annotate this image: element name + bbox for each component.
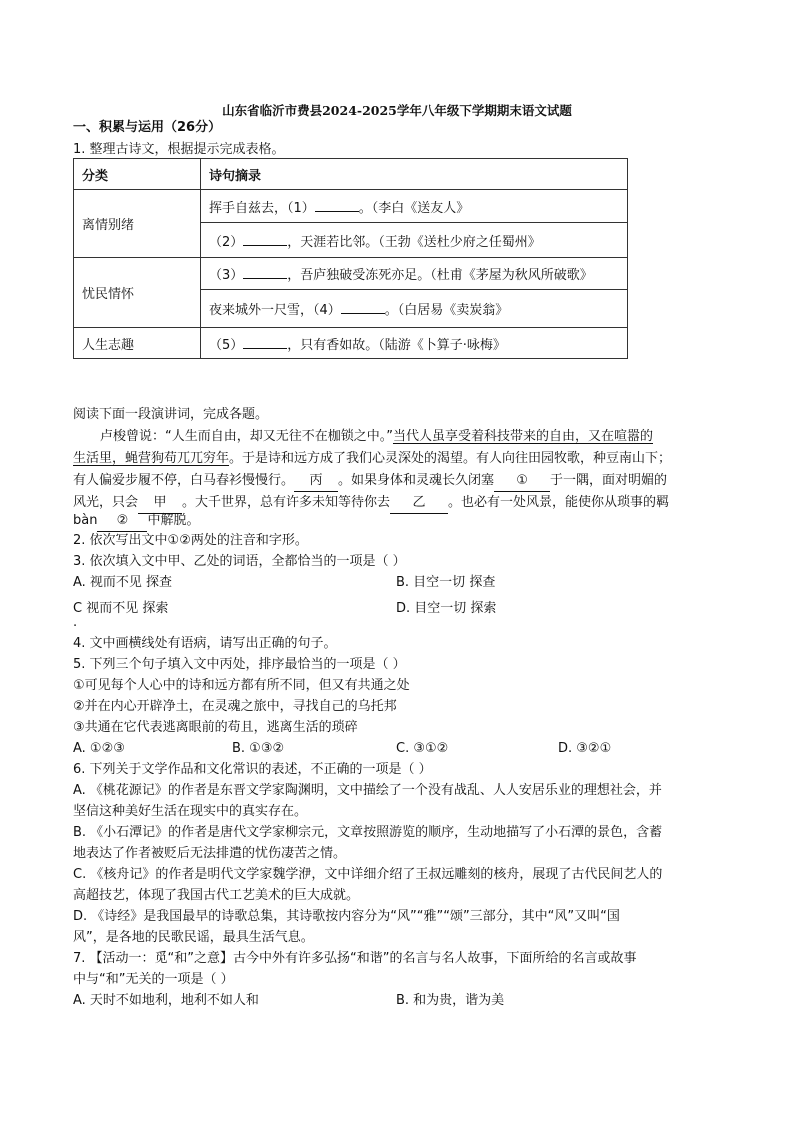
question-3: 3. 依次填入文中甲、乙处的词语，全都恰当的一项是（ ） [73, 554, 406, 569]
option-a[interactable]: A. 视而不见 探查 [73, 575, 173, 590]
option-b[interactable]: B. 目空一切 探查 [396, 575, 496, 590]
poem-text: （2） [209, 234, 244, 250]
passage-line [100, 427, 653, 447]
table-row [74, 190, 628, 223]
option-d-cont: 风”，是各地的民歌民谣，最具生活气息。 [73, 930, 314, 945]
passage-text: 有人偏爱步履不停，白马春衫慢慢行。 [73, 473, 295, 488]
poem-text: （3） [209, 268, 244, 283]
passage-text: 。大千世界，总有许多未知等待你去 [182, 495, 391, 510]
table-row [74, 258, 628, 290]
category-cell: 忧民情怀 [74, 258, 201, 328]
category-cell: 人生志趣 [74, 328, 201, 359]
option-b[interactable]: B. 和为贵，谐为美 [396, 993, 505, 1008]
answer-blank-5[interactable] [243, 334, 287, 349]
header-poem: 诗句摘录 [201, 159, 628, 190]
question-4: 4. 文中画横线处有语病，请写出正确的句子。 [73, 636, 337, 651]
option-c[interactable]: C 视而不见 探索 [73, 601, 169, 616]
poem-cell [201, 290, 628, 328]
table-header-row [74, 159, 628, 190]
passage-text: 卢梭曾说：“人生而自由，却又无往不在枷锁之中。” [100, 429, 393, 444]
poem-text: ，吾庐独破受冻死亦足。（杜甫《茅屋为秋风所破歌》 [287, 268, 593, 283]
section-heading: 一、积累与运用（26分） [73, 120, 222, 135]
category-cell: 离情别绪 [74, 190, 201, 258]
blank-bing[interactable]: 丙 [294, 471, 338, 492]
poem-cell [201, 328, 628, 359]
option-a[interactable]: A. ①②③ [73, 741, 125, 756]
option-a-cont: 坚信这种美好生活在现实中的真实存在。 [73, 804, 308, 819]
passage-text: 。于是诗和远方成了我们心灵深处的渴望。有人向往田园牧歌，种豆南山下； [229, 451, 672, 466]
blank-one[interactable]: ① [494, 471, 550, 492]
passage-line [73, 449, 671, 469]
poem-text: 夜来城外一尺雪，（4） [209, 303, 341, 318]
option-a[interactable]: A. 天时不如地利，地利不如人和 [73, 993, 259, 1008]
answer-blank-1[interactable] [315, 197, 359, 212]
poem-cell [201, 223, 628, 258]
option-d[interactable]: D. ③②① [558, 741, 612, 756]
poem-text: （5） [209, 337, 244, 353]
option-c-cont: 高超技艺，体现了我国古代工艺美术的巨大成就。 [73, 888, 360, 903]
question-7-cont: 中与“和”无关的一项是（ ） [73, 972, 234, 987]
header-category: 分类 [74, 159, 201, 190]
answer-blank-4[interactable] [341, 299, 385, 314]
reading-intro: 阅读下面一段演讲词，完成各题。 [73, 407, 269, 422]
passage-text: 于一隅，面对明媚的 [550, 473, 668, 488]
answer-blank-3[interactable] [243, 264, 287, 279]
poem-text: 。（李白《送友人》 [358, 200, 470, 216]
question-7: 7. 【活动一：觅“和”之意】古今中外有许多弘扬“和谐”的名言与名人故事，下面所给的名言或故事 [73, 951, 637, 966]
option-d[interactable]: D. 目空一切 探索 [396, 601, 497, 616]
table-row [74, 328, 628, 359]
blank-jia[interactable]: 甲 [138, 493, 182, 514]
underlined-sentence: 生活里，蝇营狗苟兀兀穷年 [73, 451, 230, 466]
blank-yi[interactable]: 乙 [390, 493, 448, 514]
passage-line [73, 471, 667, 492]
passage-line [73, 511, 199, 532]
poem-text: 挥手自兹去，（1） [209, 200, 315, 216]
underlined-sentence: 当代人虽享受着科技带来的自由，又在喧嚣的 [392, 429, 653, 444]
poem-cell [201, 190, 628, 223]
option-c[interactable]: C. 《核舟记》的作者是明代文学家魏学洢，文中详细介绍了王叔远雕刻的核舟，展现了古代民间艺人的 [73, 867, 663, 882]
option-a[interactable]: A. 《桃花源记》的作者是东晋文学家陶渊明，文中描绘了一个没有战乱、人人安居乐业的理想社会，并 [73, 783, 662, 798]
passage-text: 。如果身体和灵魂长久闭塞 [338, 473, 495, 488]
pinyin-text: bàn [73, 513, 98, 528]
poem-text: ，天涯若比邻。（王勃《送杜少府之任蜀州》 [287, 234, 541, 250]
option-b[interactable]: B. 《小石潭记》的作者是唐代文学家柳宗元，文章按照游览的顺序，生动地描写了小石潭的景色，含蓄 [73, 825, 663, 840]
exam-title: 山东省临沂市费县2024-2025学年八年级下学期期末语文试题 [222, 103, 572, 118]
passage-text: 。也必有一处风景，能使你从琐事的羁 [448, 495, 670, 510]
sentence-1: ①可见每个人心中的诗和远方都有所不同，但又有共通之处 [73, 678, 410, 693]
poem-cell [201, 258, 628, 290]
question-5: 5. 下列三个句子填入文中丙处，排序最恰当的一项是（ ） [73, 657, 406, 672]
option-d[interactable]: D. 《诗经》是我国最早的诗歌总集，其诗歌按内容分为“风”“雅”“颂”三部分，其中“风”又叫“国 [73, 909, 620, 924]
question-1: 1. 整理古诗文，根据提示完成表格。 [73, 142, 285, 157]
question-6: 6. 下列关于文学作品和文化常识的表述，不正确的一项是（ ） [73, 762, 432, 777]
poem-text: ，只有香如故。（陆游《卜算子·咏梅》 [287, 337, 506, 353]
option-b-cont: 地表达了作者被贬后无法排遣的忧伤凄苦之情。 [73, 846, 347, 861]
passage-text: 风光，只会 [73, 495, 139, 510]
option-b[interactable]: B. ①③② [232, 741, 285, 756]
stray-dot: · [73, 619, 78, 634]
answer-blank-2[interactable] [243, 231, 287, 246]
blank-two[interactable]: ② [97, 511, 147, 532]
poem-text: 。（白居易《卖炭翁》 [384, 303, 509, 318]
passage-text: 中解脱。 [147, 513, 200, 528]
question-2: 2. 依次写出文中①②两处的注音和字形。 [73, 533, 308, 548]
poem-table [73, 158, 628, 359]
sentence-3: ③共通在它代表逃离眼前的苟且，逃离生活的琐碎 [73, 720, 358, 735]
sentence-2: ②并在内心开辟净土，在灵魂之旅中，寻找自己的乌托邦 [73, 699, 397, 714]
option-c[interactable]: C. ③①② [396, 741, 449, 756]
